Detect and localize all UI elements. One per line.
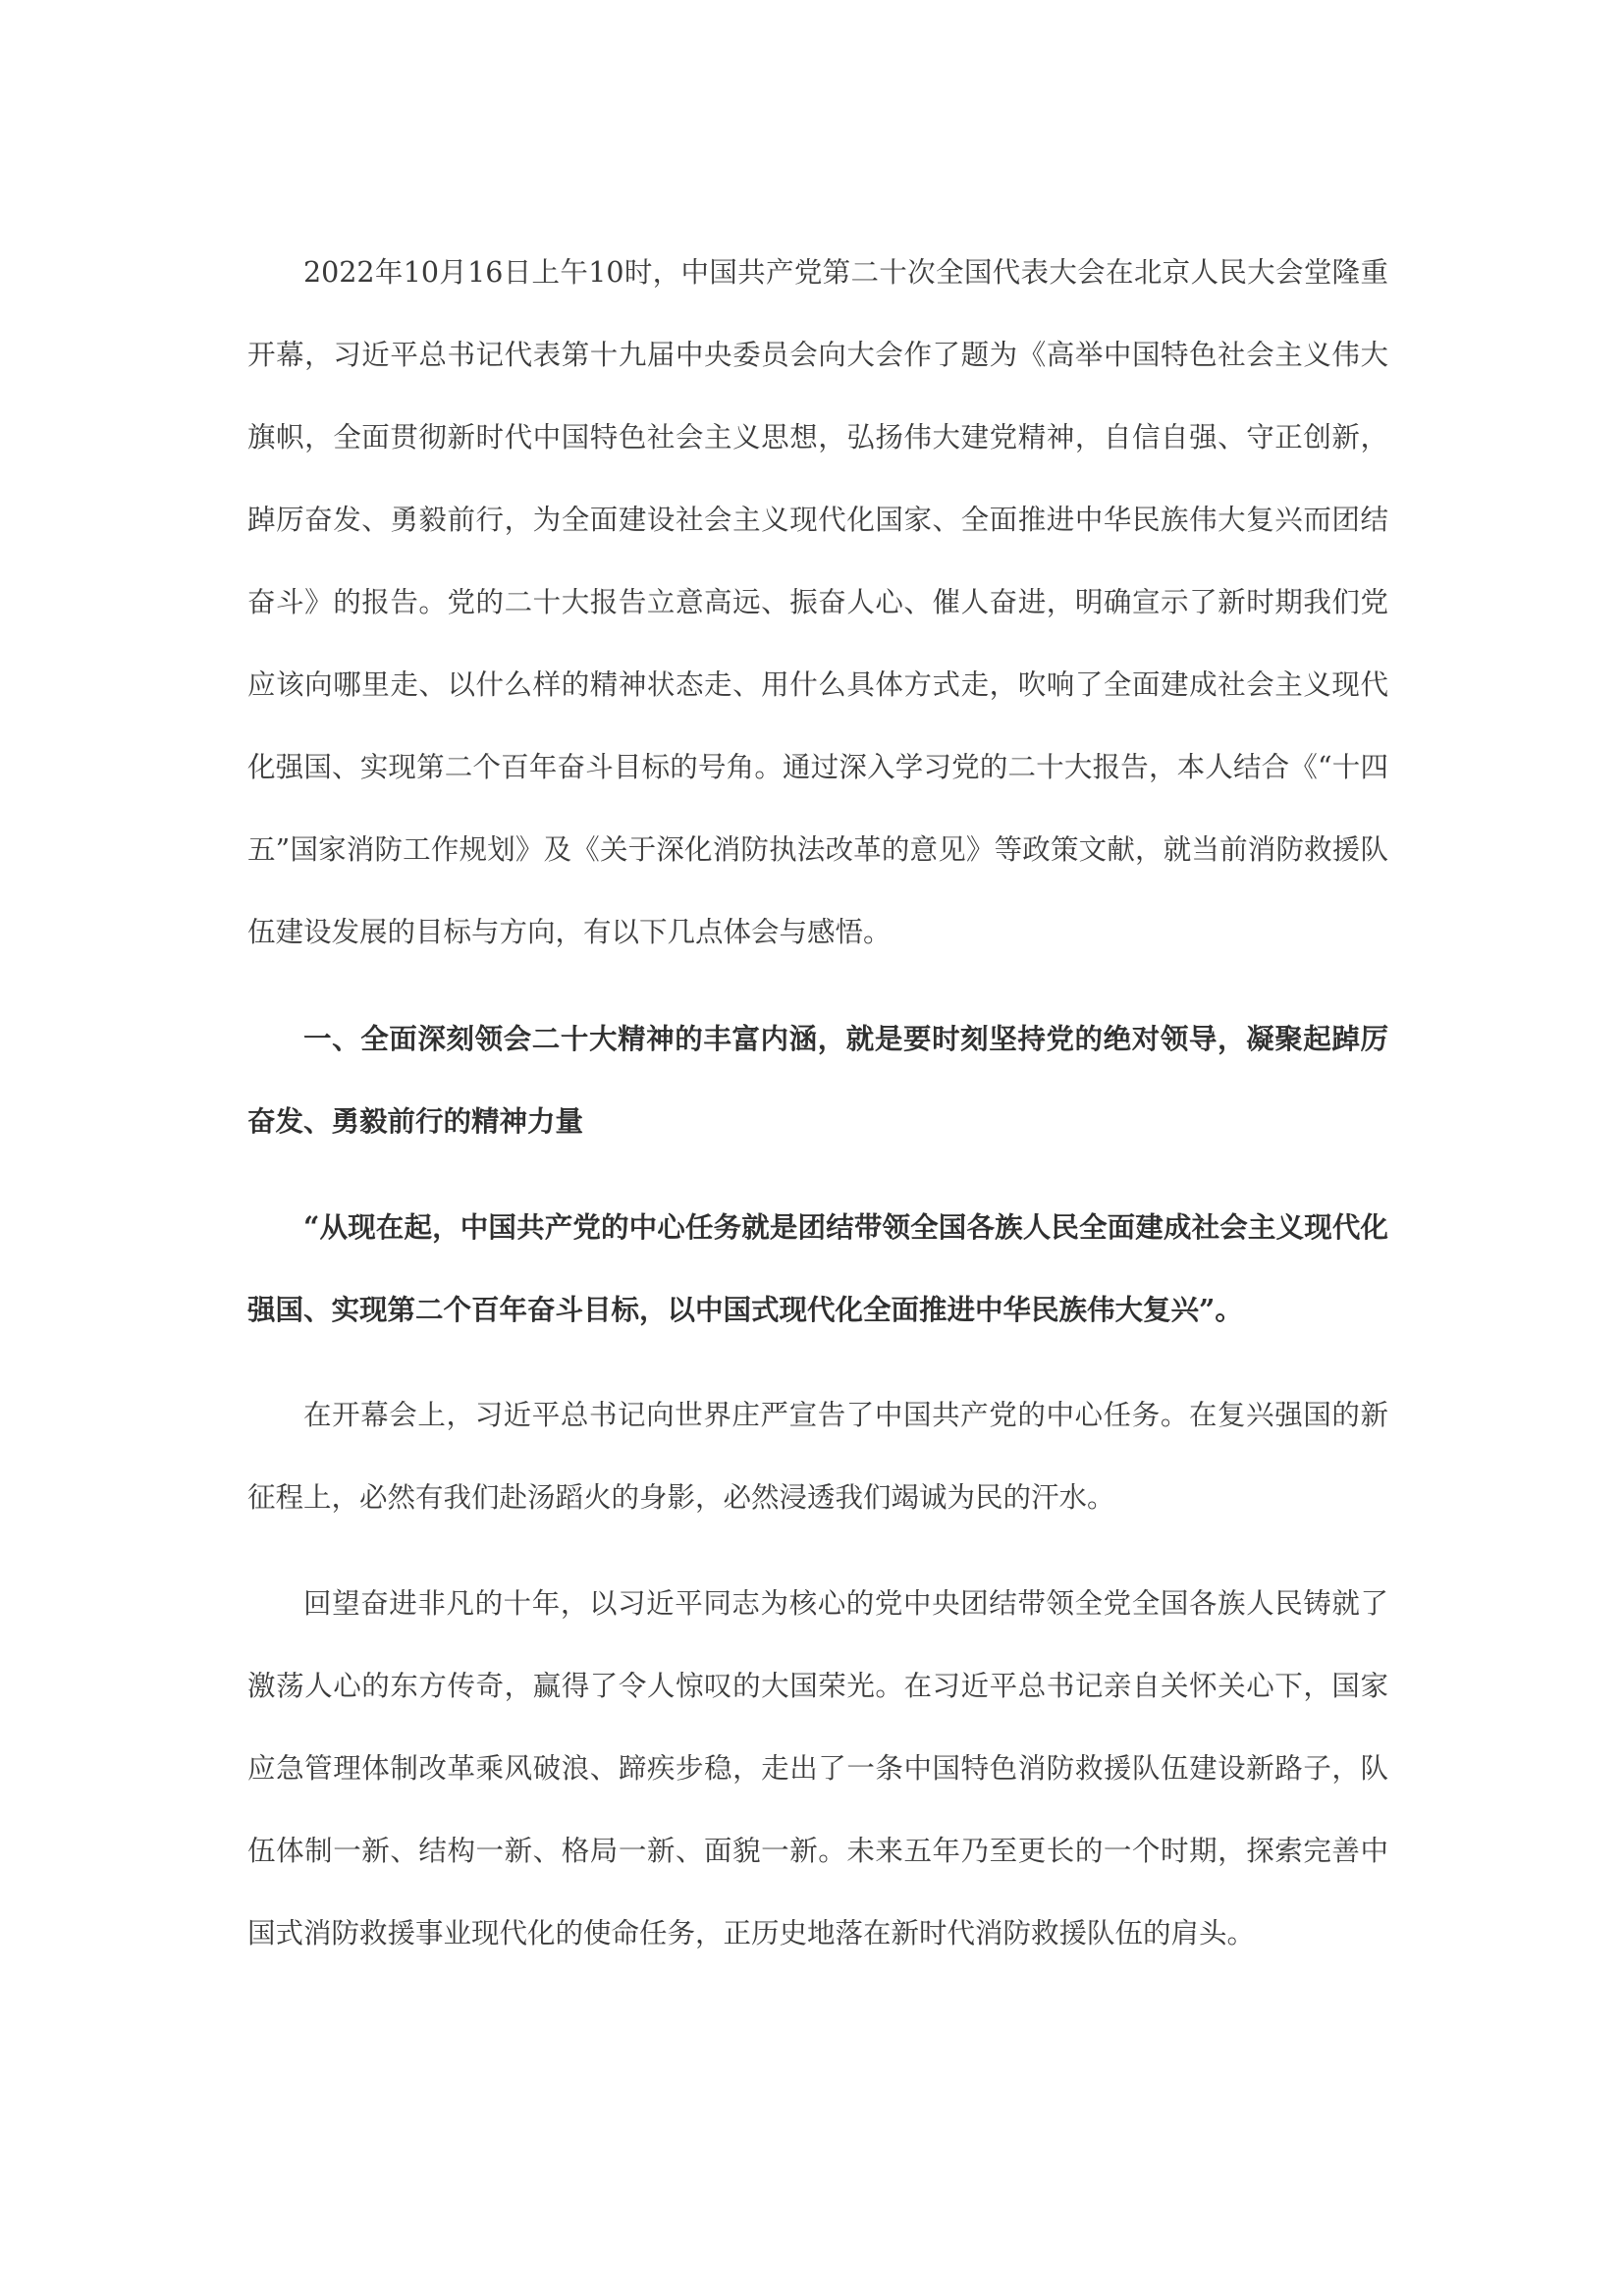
body-paragraph: 在开幕会上，习近平总书记向世界庄严宣告了中国共产党的中心任务。在复兴强国的新征程上，必然有我们赴汤蹈火的身影，必然浸透我们竭诚为民的汗水。	[247, 1399, 1388, 1514]
section-heading: 一、全面深刻领会二十大精神的丰富内涵，就是要时刻坚持党的绝对领导，凝聚起踔厉奋发、勇毅前行的精神力量	[247, 1022, 1388, 1138]
paragraph-gap	[247, 974, 1388, 997]
paragraph-gap	[247, 1162, 1388, 1186]
paragraph-gap	[247, 1351, 1388, 1374]
intro-paragraph: 2022年10月16日上午10时，中国共产党第二十次全国代表大会在北京人民大会堂隆重开幕，习近平总书记代表第十九届中央委员会向大会作了题为《高举中国特色社会主义伟大旗帜，全面贯彻新时代中国特色社会主义思想，弘扬伟大建党精神，自信自强、守正创新，踔厉奋发、勇毅前行，为全面建设社会主义现代化国家、全面推进中华民族伟大复兴而团结奋斗》的报告。党的二十大报告立意高远、振奋人心、催人奋进，明确宣示了新时期我们党应该向哪里走、以什么样的精神状态走、用什么具体方式走，吹响了全面建成社会主义现代化强国、实现第二个百年奋斗目标的号角。通过深入学习党的二十大报告，本人结合《“十四五”国家消防工作规划》及《关于深化消防执法改革的意见》等政策文献，就当前消防救援队伍建设发展的目标与方向，有以下几点体会与感悟。	[247, 256, 1388, 948]
body-paragraph: 回望奋进非凡的十年，以习近平同志为核心的党中央团结带领全党全国各族人民铸就了激荡人心的东方传奇，赢得了令人惊叹的大国荣光。在习近平总书记亲自关怀关心下，国家应急管理体制改革乘风破浪、蹄疾步稳，走出了一条中国特色消防救援队伍建设新路子，队伍体制一新、结构一新、格局一新、面貌一新。未来五年乃至更长的一个时期，探索完善中国式消防救援事业现代化的使命任务，正历史地落在新时代消防救援队伍的肩头。	[247, 1587, 1388, 1949]
document-body	[247, 232, 1388, 1975]
quote-paragraph: “从现在起，中国共产党的中心任务就是团结带领全国各族人民全面建成社会主义现代化强国、实现第二个百年奋斗目标，以中国式现代化全面推进中华民族伟大复兴”。	[247, 1210, 1388, 1326]
paragraph-gap	[247, 1539, 1388, 1563]
